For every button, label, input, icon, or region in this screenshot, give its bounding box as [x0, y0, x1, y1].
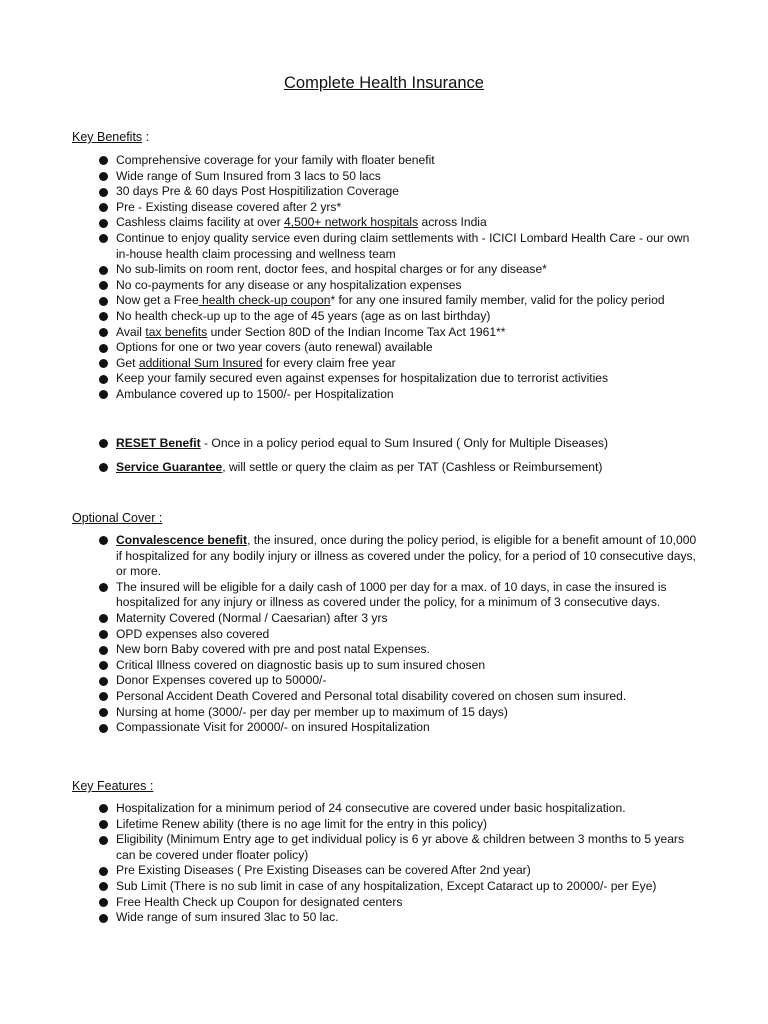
item-text: Ambulance covered up to 1500/- per Hospitalization: [116, 386, 394, 401]
list-item: [0, 720, 768, 736]
item-text: * for any one insured family member, valid for the policy period: [330, 293, 665, 308]
item-text: Maternity Covered (Normal / Caesarian) after 3 yrs: [116, 610, 388, 625]
emphasized-text: RESET Benefit: [116, 436, 201, 450]
list-item: [0, 184, 768, 200]
key-benefits-extra-list-2: [0, 460, 768, 476]
bullet-icon: [99, 836, 108, 845]
bullet-icon: [99, 439, 108, 448]
list-item: [0, 460, 768, 476]
key-benefits-heading: Key Benefits :: [72, 130, 150, 144]
list-item: [0, 340, 768, 356]
item-text: Keep your family secured even against expenses for hospitalization due to terrorist activities: [116, 371, 609, 386]
list-item: [0, 863, 768, 879]
list-item: [0, 309, 768, 325]
optional-cover-heading: Optional Cover :: [72, 511, 163, 525]
emphasized-text: 4,500+ network hospitals: [284, 215, 419, 230]
item-text: Pre - Existing disease covered after 2 yrs*: [116, 199, 342, 214]
bullet-icon: [99, 867, 108, 876]
list-item: [0, 215, 768, 231]
item-text: No sub-limits on room rent, doctor fees, and hospital charges or for any disease*: [116, 262, 547, 277]
key-benefits-extra-list: [0, 436, 768, 452]
item-text: across India: [418, 215, 487, 230]
bullet-icon: [99, 328, 108, 337]
list-item: [0, 895, 768, 911]
bullet-icon: [99, 390, 108, 399]
item-text: New born Baby covered with pre and post natal Expenses.: [116, 642, 430, 657]
item-text: No co-payments for any disease or any hospitalization expenses: [116, 277, 462, 292]
list-item: [0, 293, 768, 309]
list-item: [0, 200, 768, 216]
item-text: Donor Expenses covered up to 50000/-: [116, 673, 327, 688]
list-item: [0, 658, 768, 674]
emphasized-text: Service Guarantee: [116, 460, 223, 474]
bullet-icon: [99, 463, 108, 472]
list-item: [0, 436, 768, 452]
item-text: Personal Accident Death Covered and Personal total disability covered on chosen sum insured.: [116, 688, 627, 703]
list-item: [0, 832, 768, 863]
item-text: OPD expenses also covered: [116, 626, 270, 641]
list-item: [0, 153, 768, 169]
emphasized-text: Convalescence benefit: [116, 533, 248, 547]
item-text: Options for one or two year covers (auto renewal) available: [116, 340, 433, 355]
bullet-icon: [99, 359, 108, 368]
item-text: Critical Illness covered on diagnostic basis up to sum insured chosen: [116, 657, 486, 672]
bullet-icon: [99, 234, 108, 243]
list-item: [0, 325, 768, 341]
list-item: [0, 673, 768, 689]
item-text: for every claim free year: [262, 355, 396, 370]
list-item: [0, 533, 768, 580]
bullet-icon: [99, 692, 108, 701]
bullet-icon: [99, 266, 108, 275]
list-item: [0, 879, 768, 895]
bullet-icon: [99, 708, 108, 717]
bullet-icon: [99, 203, 108, 212]
list-item: [0, 705, 768, 721]
list-item: [0, 580, 768, 611]
bullet-icon: [99, 172, 108, 181]
bullet-icon: [99, 536, 108, 545]
bullet-icon: [99, 898, 108, 907]
item-text: , the insured, once during the policy period, is eligible for a benefit amount of 10,000 if hospitalized for any bodily injury or illness as covered under the policy, for a period of 10 consecutive days, or more.: [116, 533, 697, 579]
bullet-icon: [99, 297, 108, 306]
list-item: [0, 262, 768, 278]
bullet-icon: [99, 156, 108, 165]
bullet-icon: [99, 614, 108, 623]
item-text: Hospitalization for a minimum period of 24 consecutive are covered under basic hospitalization.: [116, 801, 626, 815]
key-features-heading: Key Features :: [72, 779, 154, 793]
item-text: Get: [116, 355, 139, 370]
list-item: [0, 611, 768, 627]
item-text: Wide range of sum insured 3lac to 50 lac.: [116, 910, 339, 925]
item-text: Compassionate Visit for 20000/- on insured Hospitalization: [116, 720, 430, 735]
list-item: [0, 371, 768, 387]
bullet-icon: [99, 375, 108, 384]
list-item: [0, 356, 768, 372]
list-item: [0, 801, 768, 817]
optional-cover-list: [0, 533, 768, 736]
emphasized-text: health check-up coupon: [198, 293, 331, 308]
item-text: Nursing at home (3000/- per day per member up to maximum of 15 days): [116, 704, 508, 719]
list-item: [0, 278, 768, 294]
item-text: Cashless claims facility at over: [116, 215, 285, 230]
item-text: under Section 80D of the Indian Income Tax Act 1961**: [207, 324, 506, 339]
key-benefits-list: [0, 153, 768, 403]
item-text: Pre Existing Diseases ( Pre Existing Diseases can be covered After 2nd year): [116, 863, 531, 878]
bullet-icon: [99, 219, 108, 228]
item-text: Lifetime Renew ability (there is no age limit for the entry in this policy): [116, 816, 488, 831]
list-item: [0, 169, 768, 185]
bullet-icon: [99, 914, 108, 923]
bullet-icon: [99, 188, 108, 197]
bullet-icon: [99, 820, 108, 829]
emphasized-text: additional Sum Insured: [138, 355, 263, 370]
emphasized-text: tax benefits: [145, 324, 208, 339]
bullet-icon: [99, 882, 108, 891]
list-item: [0, 627, 768, 643]
list-item: [0, 231, 768, 262]
list-item: [0, 817, 768, 833]
bullet-icon: [99, 630, 108, 639]
list-item: [0, 689, 768, 705]
bullet-icon: [99, 677, 108, 686]
item-text: No health check-up up to the age of 45 years (age as on last birthday): [116, 308, 491, 323]
list-item: [0, 642, 768, 658]
bullet-icon: [99, 583, 108, 592]
bullet-icon: [99, 281, 108, 290]
item-text: 30 days Pre & 60 days Post Hospitilization Coverage: [116, 184, 400, 199]
item-text: The insured will be eligible for a daily cash of 1000 per day for a max. of 10 days, in case the insured is hospitalized for any injury or illness as covered under the policy, for a minimum of 3 consecutive days.: [116, 579, 667, 610]
bullet-icon: [99, 646, 108, 655]
list-item: [0, 387, 768, 403]
bullet-icon: [99, 804, 108, 813]
item-text: Wide range of Sum Insured from 3 lacs to 50 lacs: [116, 168, 381, 183]
bullet-icon: [99, 312, 108, 321]
list-item: [0, 910, 768, 926]
bullet-icon: [99, 661, 108, 670]
bullet-icon: [99, 724, 108, 733]
item-text: , will settle or query the claim as per TAT (Cashless or Reimbursement): [222, 460, 603, 474]
item-text: Sub Limit (There is no sub limit in case of any hospitalization, Except Cataract up to 20000/- per Eye): [116, 878, 657, 893]
key-features-list: [0, 801, 768, 926]
item-text: Continue to enjoy quality service even during claim settlements with - ICICI Lombard Health Care - our own in-house health claim processing and wellness team: [116, 230, 690, 261]
item-text: Now get a Free: [116, 293, 199, 308]
item-text: Free Health Check up Coupon for designated centers: [116, 894, 403, 909]
item-text: - Once in a policy period equal to Sum Insured ( Only for Multiple Diseases): [200, 436, 609, 450]
document-title: Complete Health Insurance: [284, 74, 484, 92]
bullet-icon: [99, 344, 108, 353]
item-text: Avail: [116, 324, 146, 339]
item-text: Eligibility (Minimum Entry age to get individual policy is 6 yr above & children between 3 months to 5 years can be covered under floater policy): [116, 832, 685, 862]
item-text: Comprehensive coverage for your family with floater benefit: [116, 153, 435, 167]
